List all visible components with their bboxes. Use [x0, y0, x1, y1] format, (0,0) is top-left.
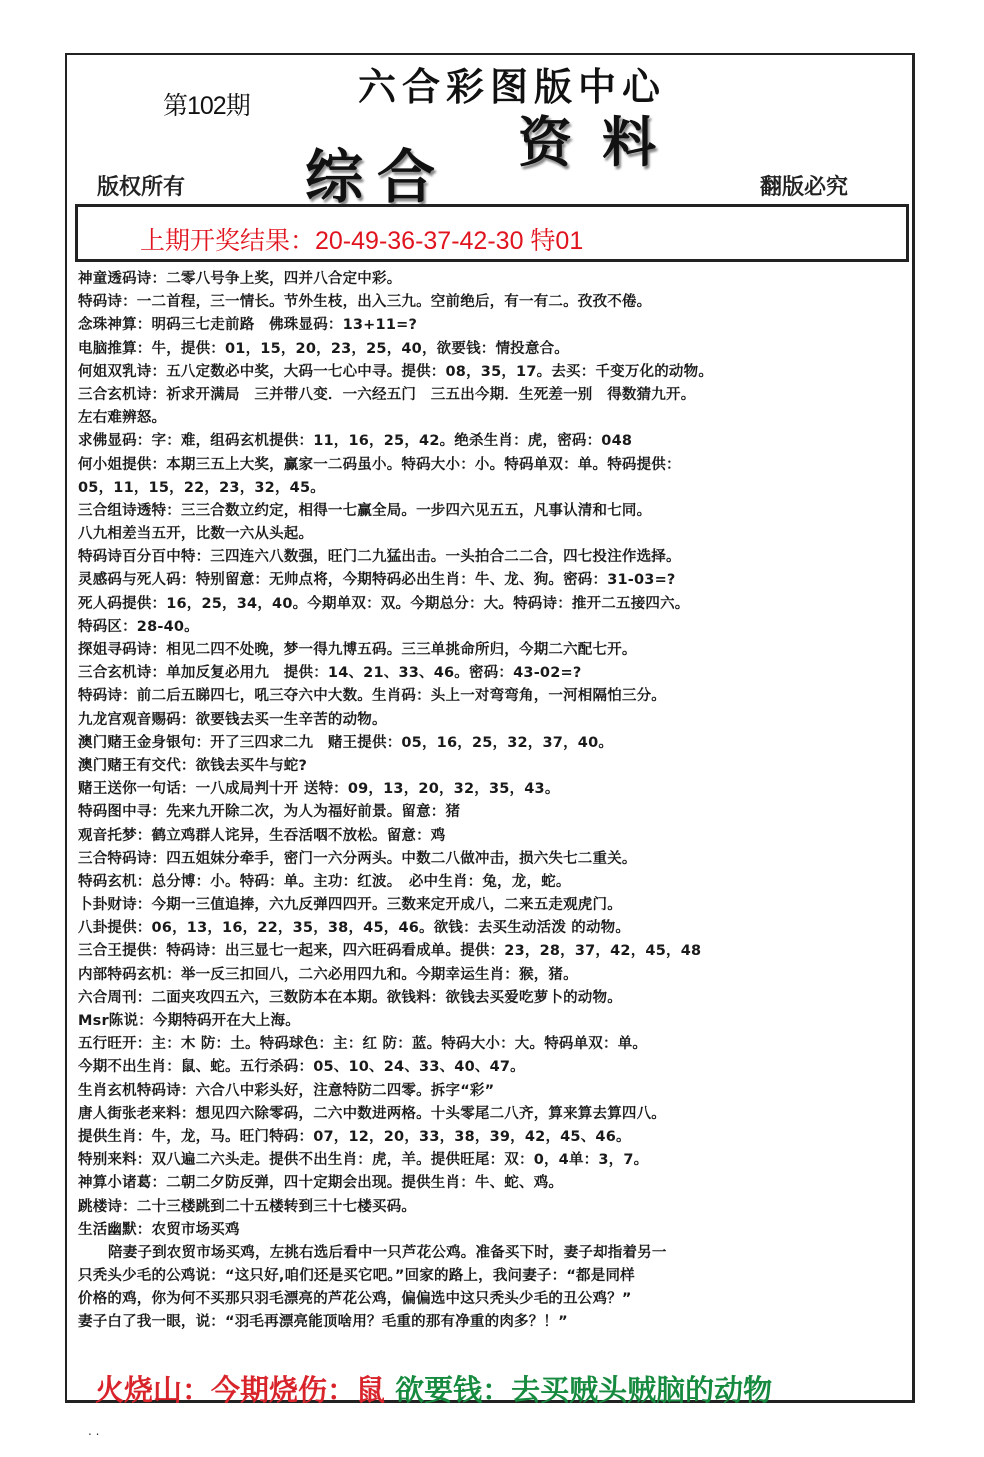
content-line: 特码区：28-40。 [78, 618, 199, 635]
content-line: 三合玄机诗：单加反复必用九 提供：14、21、33、46。密码：43-02=? [78, 665, 582, 682]
content-line: 九龙宫观音赐码：欲要钱去买一生辛苦的动物。 [78, 711, 387, 728]
content-line: 灵感码与死人码：特别留意：无帅点将，今期特码必出生肖：牛、龙、狗。密码：31-03=? [78, 572, 676, 589]
content-line: 卜卦财诗：今期一三值追捧，六九反弹四四开。三数来定开成八，二来五走观虎门。 [78, 897, 622, 914]
content-line: 特码诗百分百中特：三四连六八数强，旺门二九猛出击。一头拍合二二合，四七投注作选择。 [78, 549, 681, 566]
stray-marks: . . [88, 1424, 100, 1438]
last-result-text: 上期开奖结果：20-49-36-37-42-30 特01 [140, 227, 584, 255]
content-line: 特码诗：一二首程，三一情长。节外生枝，出入三九。空前绝后，有一有二。孜孜不倦。 [78, 294, 652, 311]
copyright-left: 版权所有 [97, 174, 186, 200]
content-line: 特码图中寻：先来九开除二次，为人为福好前景。留意：猪 [78, 804, 461, 821]
content-line: 生肖玄机特码诗：六合八中彩头好，注意特防二四零。拆字“彩” [78, 1082, 495, 1099]
content-line: 跳楼诗：二十三楼跳到二十五楼转到三十七楼买码。 [78, 1198, 417, 1215]
content-line: 05，11，15，22，23，32，45。 [78, 479, 325, 496]
last-result-box [75, 204, 909, 262]
copyright-right: 翻版必究 [760, 174, 849, 200]
content-line: 神童透码诗：二零八号争上奖，四并八合定中彩。 [78, 271, 402, 287]
content-line: 念珠神算：明码三七走前路 佛珠显码：13+11=? [78, 317, 418, 334]
content-line: 三合王提供：特码诗：出三显七一起来，四六旺码看成单。提供：23，28，37，42，45，48 [78, 943, 702, 960]
content-line: 陪妻子到农贸市场买鸡，左挑右选后看中一只芦花公鸡。准备买下时，妻子却指着另一 [108, 1244, 667, 1261]
content-line: 五行旺开：主：木 防：土。特码球色：主：红 防：蓝。特码大小：大。特码单双：单。 [78, 1036, 648, 1053]
main-title-part2: 资料 [518, 110, 686, 174]
content-line: 唐人街张老来料：想见四六除零码，二六中数进两格。十头零尾二八齐，算来算去算四八。 [78, 1105, 666, 1122]
content-line: 三合特码诗：四五姐妹分牵手，密门一六分两头。中数二八做冲击，损六失七二重关。 [78, 850, 637, 867]
content-line: 澳门赌王有交代：欲钱去买牛与蛇? [78, 757, 308, 774]
content-line: 特码诗：前二后五睇四七，吼三夺六中大数。生肖码：头上一对弯弯角，一河相隔怕三分。 [78, 688, 666, 705]
content-line: 生活幽默：农贸市场买鸡 [78, 1221, 240, 1238]
content-line: 妻子白了我一眼，说：“羽毛再漂亮能顶啥用？毛重的那有净重的肉多？！” [78, 1314, 568, 1331]
content-line: 探姐寻码诗：相见二四不处晚，梦一得九博五码。三三单挑命所归，今期二六配七开。 [78, 642, 637, 658]
content-line: 死人码提供：16，25，34，40。今期单双：双。今期总分：大。特码诗：推开二五接四六。 [78, 595, 690, 612]
content-line: 特码玄机：总分博：小。特码：单。主功：红波。 必中生肖：兔，龙，蛇。 [78, 873, 571, 890]
content-line: 三合玄机诗：祈求开满局 三并带八变．一六经五门 三五出今期．生死差一别 得数猜九开。 [78, 386, 696, 403]
main-title-part1: 综合 [305, 143, 450, 211]
content-line: 内部特码玄机：举一反三扣回八，二六必用四九和。今期幸运生肖：猴，猪。 [78, 966, 578, 983]
content-line: 求佛显码：字：难，组码玄机提供：11，16，25，42。绝杀生肖：虎，密码：048 [78, 433, 633, 450]
content-line: 只秃头少毛的公鸡说：“这只好,咱们还是买它吧。”回家的路上，我问妻子：“都是同样 [78, 1268, 635, 1285]
content-line: 何姐双乳诗：五八定数必中奖，大码一七心中寻。提供：08，35，17。去买：千变万化的动物。 [78, 363, 714, 380]
content-line: 三合组诗透特：三三合数立约定，相得一七赢全局。一步四六见五五，凡事认清和七同。 [78, 502, 652, 519]
content-line: 赌王送你一句话：一八成局判十开 送特：09，13，20，32，35，43。 [78, 781, 560, 798]
content-line: 何小姐提供：本期三五上大奖，赢家一二码虽小。特码大小：小。特码单双：单。特码提供： [78, 456, 681, 473]
content-line: 今期不出生肖：鼠、蛇。五行杀码：05、10、24、33、40、47。 [78, 1059, 525, 1076]
content-line: 六合周刊：二面夹攻四五六，三数防本在本期。欲钱料：欲钱去买爱吃萝卜的动物。 [78, 989, 622, 1006]
content-line: 电脑推算：牛，提供：01，15，20，23，25，40，欲要钱：情投意合。 [78, 340, 569, 357]
publisher-title: 六合彩图版中心 [358, 64, 667, 109]
content-lines [78, 268, 913, 1335]
content-line: 特别来料：双八遍二六头走。提供不出生肖：虎，羊。提供旺尾：双：0，4单：3，7。 [78, 1152, 649, 1169]
footer-red-text: 火烧山：今期烧伤：鼠 [95, 1373, 386, 1407]
footer-banner [95, 1368, 772, 1409]
footer-green-text: 欲要钱：去买贼头贼脑的动物 [395, 1373, 773, 1407]
content-line: 价格的鸡，你为何不买那只羽毛漂亮的芦花公鸡，偏偏选中这只秃头少毛的丑公鸡？” [78, 1291, 632, 1308]
content-line: 神算小诸葛：二朝二夕防反弹，四十定期会出现。提供生肖：牛、蛇、鸡。 [78, 1175, 564, 1192]
issue-number: 第102期 [163, 92, 250, 120]
content-line: Msr陈说：今期特码开在大上海。 [78, 1013, 300, 1029]
content-line: 左右难辨怒。 [78, 410, 167, 427]
content-line: 八九相差当五开，比数一六从头起。 [78, 526, 314, 543]
content-line: 提供生肖：牛，龙，马。旺门特码：07，12，20，33，38，39，42，45、46。 [78, 1128, 631, 1145]
content-line: 澳门赌王金身银句：开了三四求二九 赌王提供：05，16，25，32，37，40。 [78, 734, 614, 751]
content-line: 八卦提供：06，13，16，22，35，38，45，46。欲钱：去买生动活泼 的动物。 [78, 920, 631, 937]
content-line: 观音托梦：鹤立鸡群人诧异，生吞活咽不放松。留意：鸡 [78, 827, 446, 844]
